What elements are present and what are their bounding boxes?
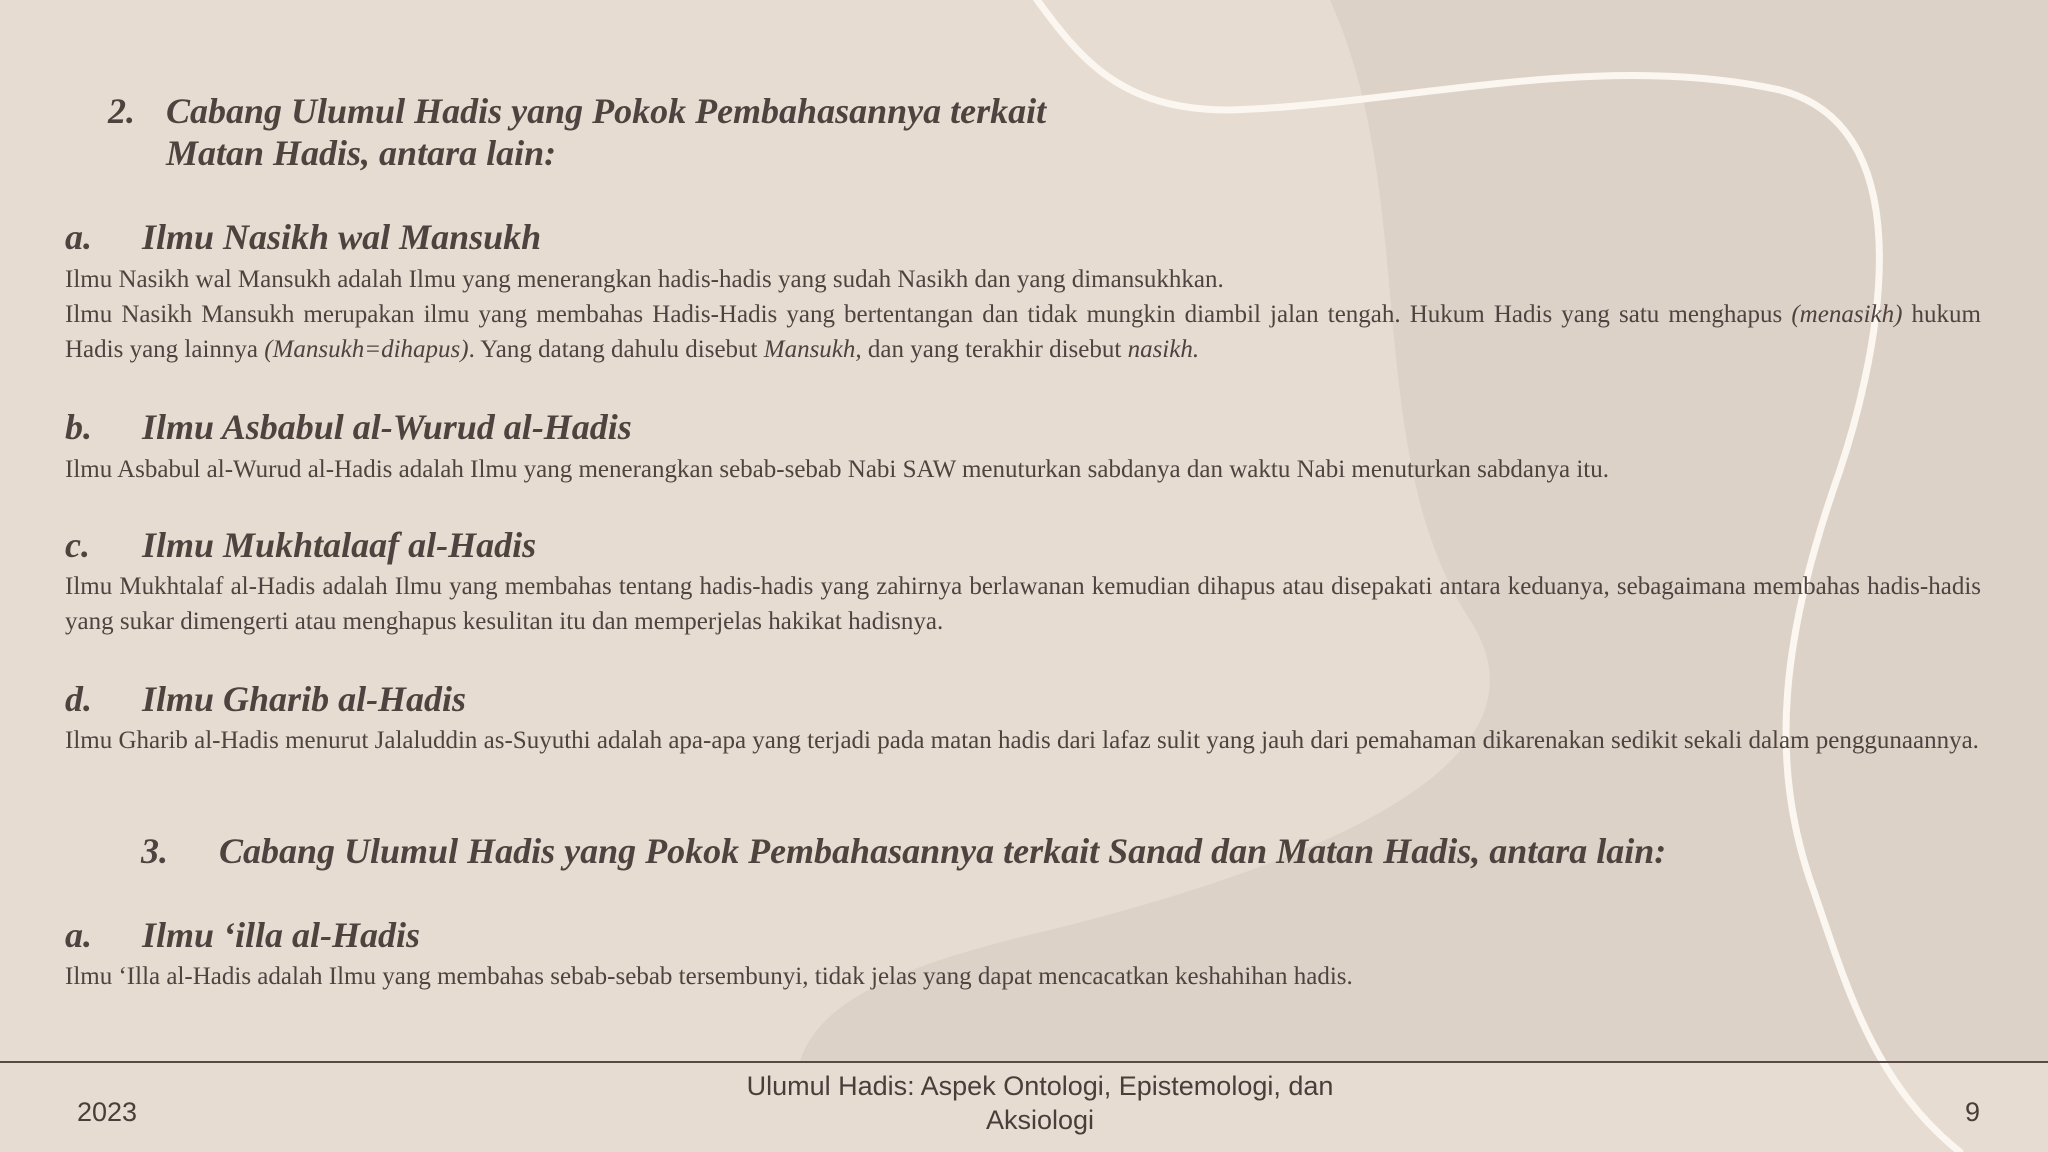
section-d-letter: d. (65, 679, 92, 719)
section-a-p2-part-1: Ilmu Nasikh Mansukh merupakan ilmu yang membahas Hadis-Hadis yang bertentangan dan tidak mungkin diambil jalan tengah. Hukum Hadis yang satu menghapus (65, 301, 1792, 328)
section-3a-letter: a. (65, 915, 92, 955)
footer-year: 2023 (77, 1097, 138, 1127)
heading-sanad-matan-text: Cabang Ulumul Hadis yang Pokok Pembahasannya terkait Sanad dan Matan Hadis, antara lain: (219, 831, 1667, 871)
section-3a-paragraph-1: Ilmu ‘Illa al-Hadis adalah Ilmu yang membahas sebab-sebab tersembunyi, tidak jelas yang dapat mencacatkan keshahihan hadis. (65, 963, 1353, 990)
section-a-title (65, 216, 541, 258)
section-a-p2-term-mansukh-dihapus: (Mansukh=dihapus) (264, 336, 469, 363)
section-a-p2-term-menasikh: (menasikh) (1791, 301, 1903, 328)
section-3a-title-text: Ilmu ‘illa al-Hadis (142, 915, 421, 955)
section-d-title-text: Ilmu Gharib al-Hadis (142, 679, 467, 719)
section-a-paragraph-2 (65, 297, 1981, 367)
section-a-p2-term-nasikh: nasikh. (1127, 336, 1200, 363)
heading-sanad-matan-number: 3. (141, 831, 168, 871)
section-c-letter: c. (65, 525, 90, 565)
section-a-paragraph-1: Ilmu Nasikh wal Mansukh adalah Ilmu yang menerangkan hadis-hadis yang sudah Nasikh dan yang dimansukhkan. (65, 266, 1224, 293)
heading-sanad-matan (141, 830, 1666, 872)
section-d-body (65, 723, 1981, 758)
section-3a-body (65, 959, 1981, 994)
section-a-p2-part-5: . Yang datang dahulu disebut (468, 336, 764, 363)
section-a-letter: a. (65, 217, 92, 257)
heading-matan-text: Cabang Ulumul Hadis yang Pokok Pembahasannya terkait Matan Hadis, antara lain: (166, 91, 1047, 173)
section-c-body (65, 569, 1981, 639)
section-a-title-text: Ilmu Nasikh wal Mansukh (142, 217, 542, 257)
section-b-title-text: Ilmu Asbabul al-Wurud al-Hadis (142, 407, 632, 447)
section-b-paragraph-1: Ilmu Asbabul al-Wurud al-Hadis adalah Ilmu yang menerangkan sebab-sebab Nabi SAW menuturkan sabdanya dan waktu Nabi menuturkan sabdanya itu. (65, 456, 1609, 483)
section-a-p2-term-mansukh: Mansukh, (763, 336, 862, 363)
section-c-title-text: Ilmu Mukhtalaaf al-Hadis (142, 525, 537, 565)
section-d-paragraph-1: Ilmu Gharib al-Hadis menurut Jalaluddin as-Suyuthi adalah apa-apa yang terjadi pada matan hadis dari lafaz sulit yang jauh dari pemahaman dikarenakan sedikit sekali dalam penggunaannya. (65, 727, 1979, 754)
section-a-body (65, 262, 1981, 367)
section-c-paragraph-1: Ilmu Mukhtalaf al-Hadis adalah Ilmu yang membahas tentang hadis-hadis yang zahirnya berlawanan kemudian dihapus atau disepakati antara keduanya, sebagaimana membahas hadis-hadis yang sukar dimengerti atau menghapus kesulitan itu dan memperjelas hakikat hadisnya. (65, 573, 1981, 635)
section-a-p2-part-7: dan yang terakhir disebut (861, 336, 1128, 363)
footer-title: Ulumul Hadis: Aspek Ontologi, Epistemologi, dan Aksiologi (746, 1071, 1334, 1135)
section-b-title (65, 406, 632, 448)
section-b-letter: b. (65, 407, 92, 447)
section-b-body (65, 452, 1981, 487)
section-3a-title (65, 914, 420, 956)
section-d-title (65, 678, 466, 720)
heading-matan (108, 90, 1048, 174)
heading-matan-number: 2. (108, 91, 135, 131)
section-c-title (65, 524, 536, 566)
footer-divider (0, 1061, 2048, 1063)
section-a-p2-part-3: hukum Hadis yang lainnya (65, 301, 1981, 363)
footer-page-number: 9 (1964, 1097, 1980, 1127)
